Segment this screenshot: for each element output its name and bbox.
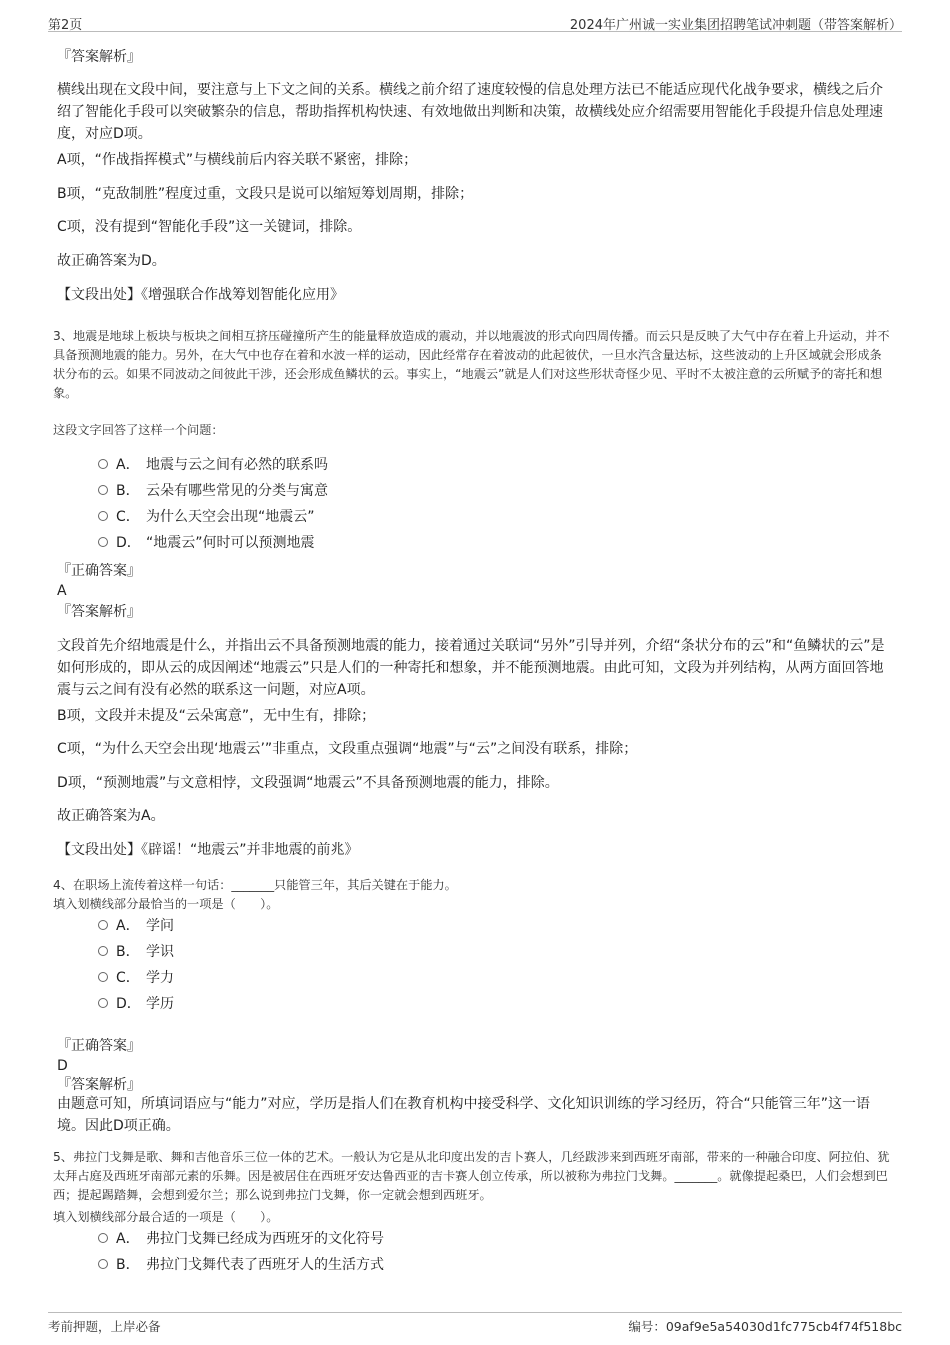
q3-option-b[interactable]: B． 云朵有哪些常见的分类与寓意	[98, 481, 328, 501]
q3-stem: 3、地震是地球上板块与板块之间相互挤压碰撞所产生的能量释放造成的震动，并以地震波的形式向四周传播。而云只是反映了大气中存在着上升运动，并不具备预测地震的能力。另外，在大气中也存在着和水波一样的运动，因此经常存在着波动的此起彼伏，一旦水汽含量达标，这些波动的上升区域就会形成条状分布的云。如果不同波动之间彼此干涉，还会形成鱼鳞状的云。事实上，“地震云”就是人们对这些形状奇怪少见、平时不太被注意的云所赋予的寄托和想象。	[53, 329, 890, 400]
q5-stem: 5、弗拉门戈舞是歌、舞和吉他音乐三位一体的艺术。一般认为它是从北印度出发的吉卜赛人，几经跋涉来到西班牙南部，带来的一种融合印度、阿拉伯、犹太拜占庭及西班牙南部元素的乐舞。因是被居住在西班牙安达鲁西亚的吉卡赛人创立传承，所以被称为弗拉门戈舞。_______。就像提起桑巴，人们会想到巴西；提起踢踏舞，会想到爱尔兰；那么说到弗拉门戈舞，你一定就会想到西班牙。	[53, 1150, 890, 1202]
q3-option-b-analysis: B项，文段并未提及“云朵寓意”，无中生有，排除；	[57, 708, 376, 724]
q4-analysis-label: 『答案解析』	[57, 1077, 141, 1093]
q4-analysis: 由题意可知，所填词语应与“能力”对应，学历是指人们在教育机构中接受科学、文化知识训练的学习经历，符合“只能管三年”这一语境。因此D项正确。	[57, 1096, 871, 1134]
q3-answer-label: 『正确答案』	[57, 563, 141, 579]
q3-prompt: 这段文字回答了这样一个问题：	[53, 423, 224, 437]
q4-option-c[interactable]: C． 学力	[98, 968, 174, 988]
radio-icon[interactable]	[98, 511, 108, 521]
q2-option-c-analysis: C项，没有提到“智能化手段”这一关键词，排除。	[57, 219, 362, 235]
q4-stem: 4、在职场上流传着这样一句话：_______只能管三年，其后关键在于能力。	[53, 878, 457, 892]
q5-option-a[interactable]: A． 弗拉门戈舞已经成为西班牙的文化符号	[98, 1229, 384, 1249]
q2-analysis: 横线出现在文段中间，要注意与上下文之间的关系。横线之前介绍了速度较慢的信息处理方法已不能适应现代化战争要求，横线之后介绍了智能化手段可以突破繁杂的信息，帮助指挥机构快速、有效地做出判断和决策，故横线处应介绍需要用智能化手段提升信息处理速度，对应D项。	[57, 82, 883, 142]
q2-conclusion: 故正确答案为D。	[57, 253, 166, 269]
q3-source: 【文段出处】《辟谣！“地震云”并非地震的前兆》	[57, 842, 359, 858]
q3-answer: A	[57, 583, 67, 599]
footer-slogan: 考前押题，上岸必备	[48, 1319, 161, 1334]
page-footer	[48, 1312, 902, 1336]
q3-option-c[interactable]: C． 为什么天空会出现“地震云”	[98, 507, 315, 527]
q2-option-b-analysis: B项，“克敌制胜”程度过重，文段只是说可以缩短筹划周期，排除；	[57, 186, 474, 202]
radio-icon[interactable]	[98, 537, 108, 547]
q5-prompt: 填入划横线部分最合适的一项是（ ）。	[53, 1210, 279, 1224]
document-title: 2024年广州诚一实业集团招聘笔试冲刺题（带答案解析）	[569, 18, 902, 33]
q3-option-c-analysis: C项，“为什么天空会出现‘地震云’”非重点，文段重点强调“地震”与“云”之间没有联系，排除；	[57, 741, 638, 757]
q3-analysis: 文段首先介绍地震是什么，并指出云不具备预测地震的能力，接着通过关联词“另外”引导并列，介绍“条状分布的云”和“鱼鳞状的云”是如何形成的，即从云的成因阐述“地震云”只是人们的一种寄托和想象，并不能预测地震。由此可知，文段为并列结构，从两方面回答地震与云之间有没有必然的联系这一问题，对应A项。	[57, 638, 885, 698]
page-number: 第2页	[48, 18, 83, 33]
q3-analysis-label: 『答案解析』	[57, 604, 141, 620]
radio-icon[interactable]	[98, 459, 108, 469]
q2-source: 【文段出处】《增强联合作战筹划智能化应用》	[57, 287, 344, 303]
radio-icon[interactable]	[98, 1233, 108, 1243]
q3-option-d[interactable]: D． “地震云”何时可以预测地震	[98, 533, 315, 553]
q2-option-a-analysis: A项，“作战指挥模式”与横线前后内容关联不紧密，排除；	[57, 152, 418, 168]
radio-icon[interactable]	[98, 972, 108, 982]
radio-icon[interactable]	[98, 485, 108, 495]
radio-icon[interactable]	[98, 998, 108, 1008]
q4-prompt: 填入划横线部分最恰当的一项是（ ）。	[53, 897, 279, 911]
radio-icon[interactable]	[98, 1259, 108, 1269]
q4-option-d[interactable]: D． 学历	[98, 994, 174, 1014]
q4-option-a[interactable]: A． 学问	[98, 916, 174, 936]
q5-option-b[interactable]: B． 弗拉门戈舞代表了西班牙人的生活方式	[98, 1255, 384, 1275]
radio-icon[interactable]	[98, 920, 108, 930]
q4-option-b[interactable]: B． 学识	[98, 942, 174, 962]
radio-icon[interactable]	[98, 946, 108, 956]
q4-answer: D	[57, 1058, 68, 1074]
document-id: 编号：09af9e5a54030d1fc775cb4f74f518bc	[628, 1319, 902, 1334]
q2-analysis-label: 『答案解析』	[57, 49, 141, 65]
q3-option-d-analysis: D项，“预测地震”与文意相悖，文段强调“地震云”不具备预测地震的能力，排除。	[57, 775, 559, 791]
q3-option-a[interactable]: A． 地震与云之间有必然的联系吗	[98, 455, 328, 475]
page-header	[48, 8, 902, 32]
q4-answer-label: 『正确答案』	[57, 1038, 141, 1054]
q3-conclusion: 故正确答案为A。	[57, 808, 165, 824]
